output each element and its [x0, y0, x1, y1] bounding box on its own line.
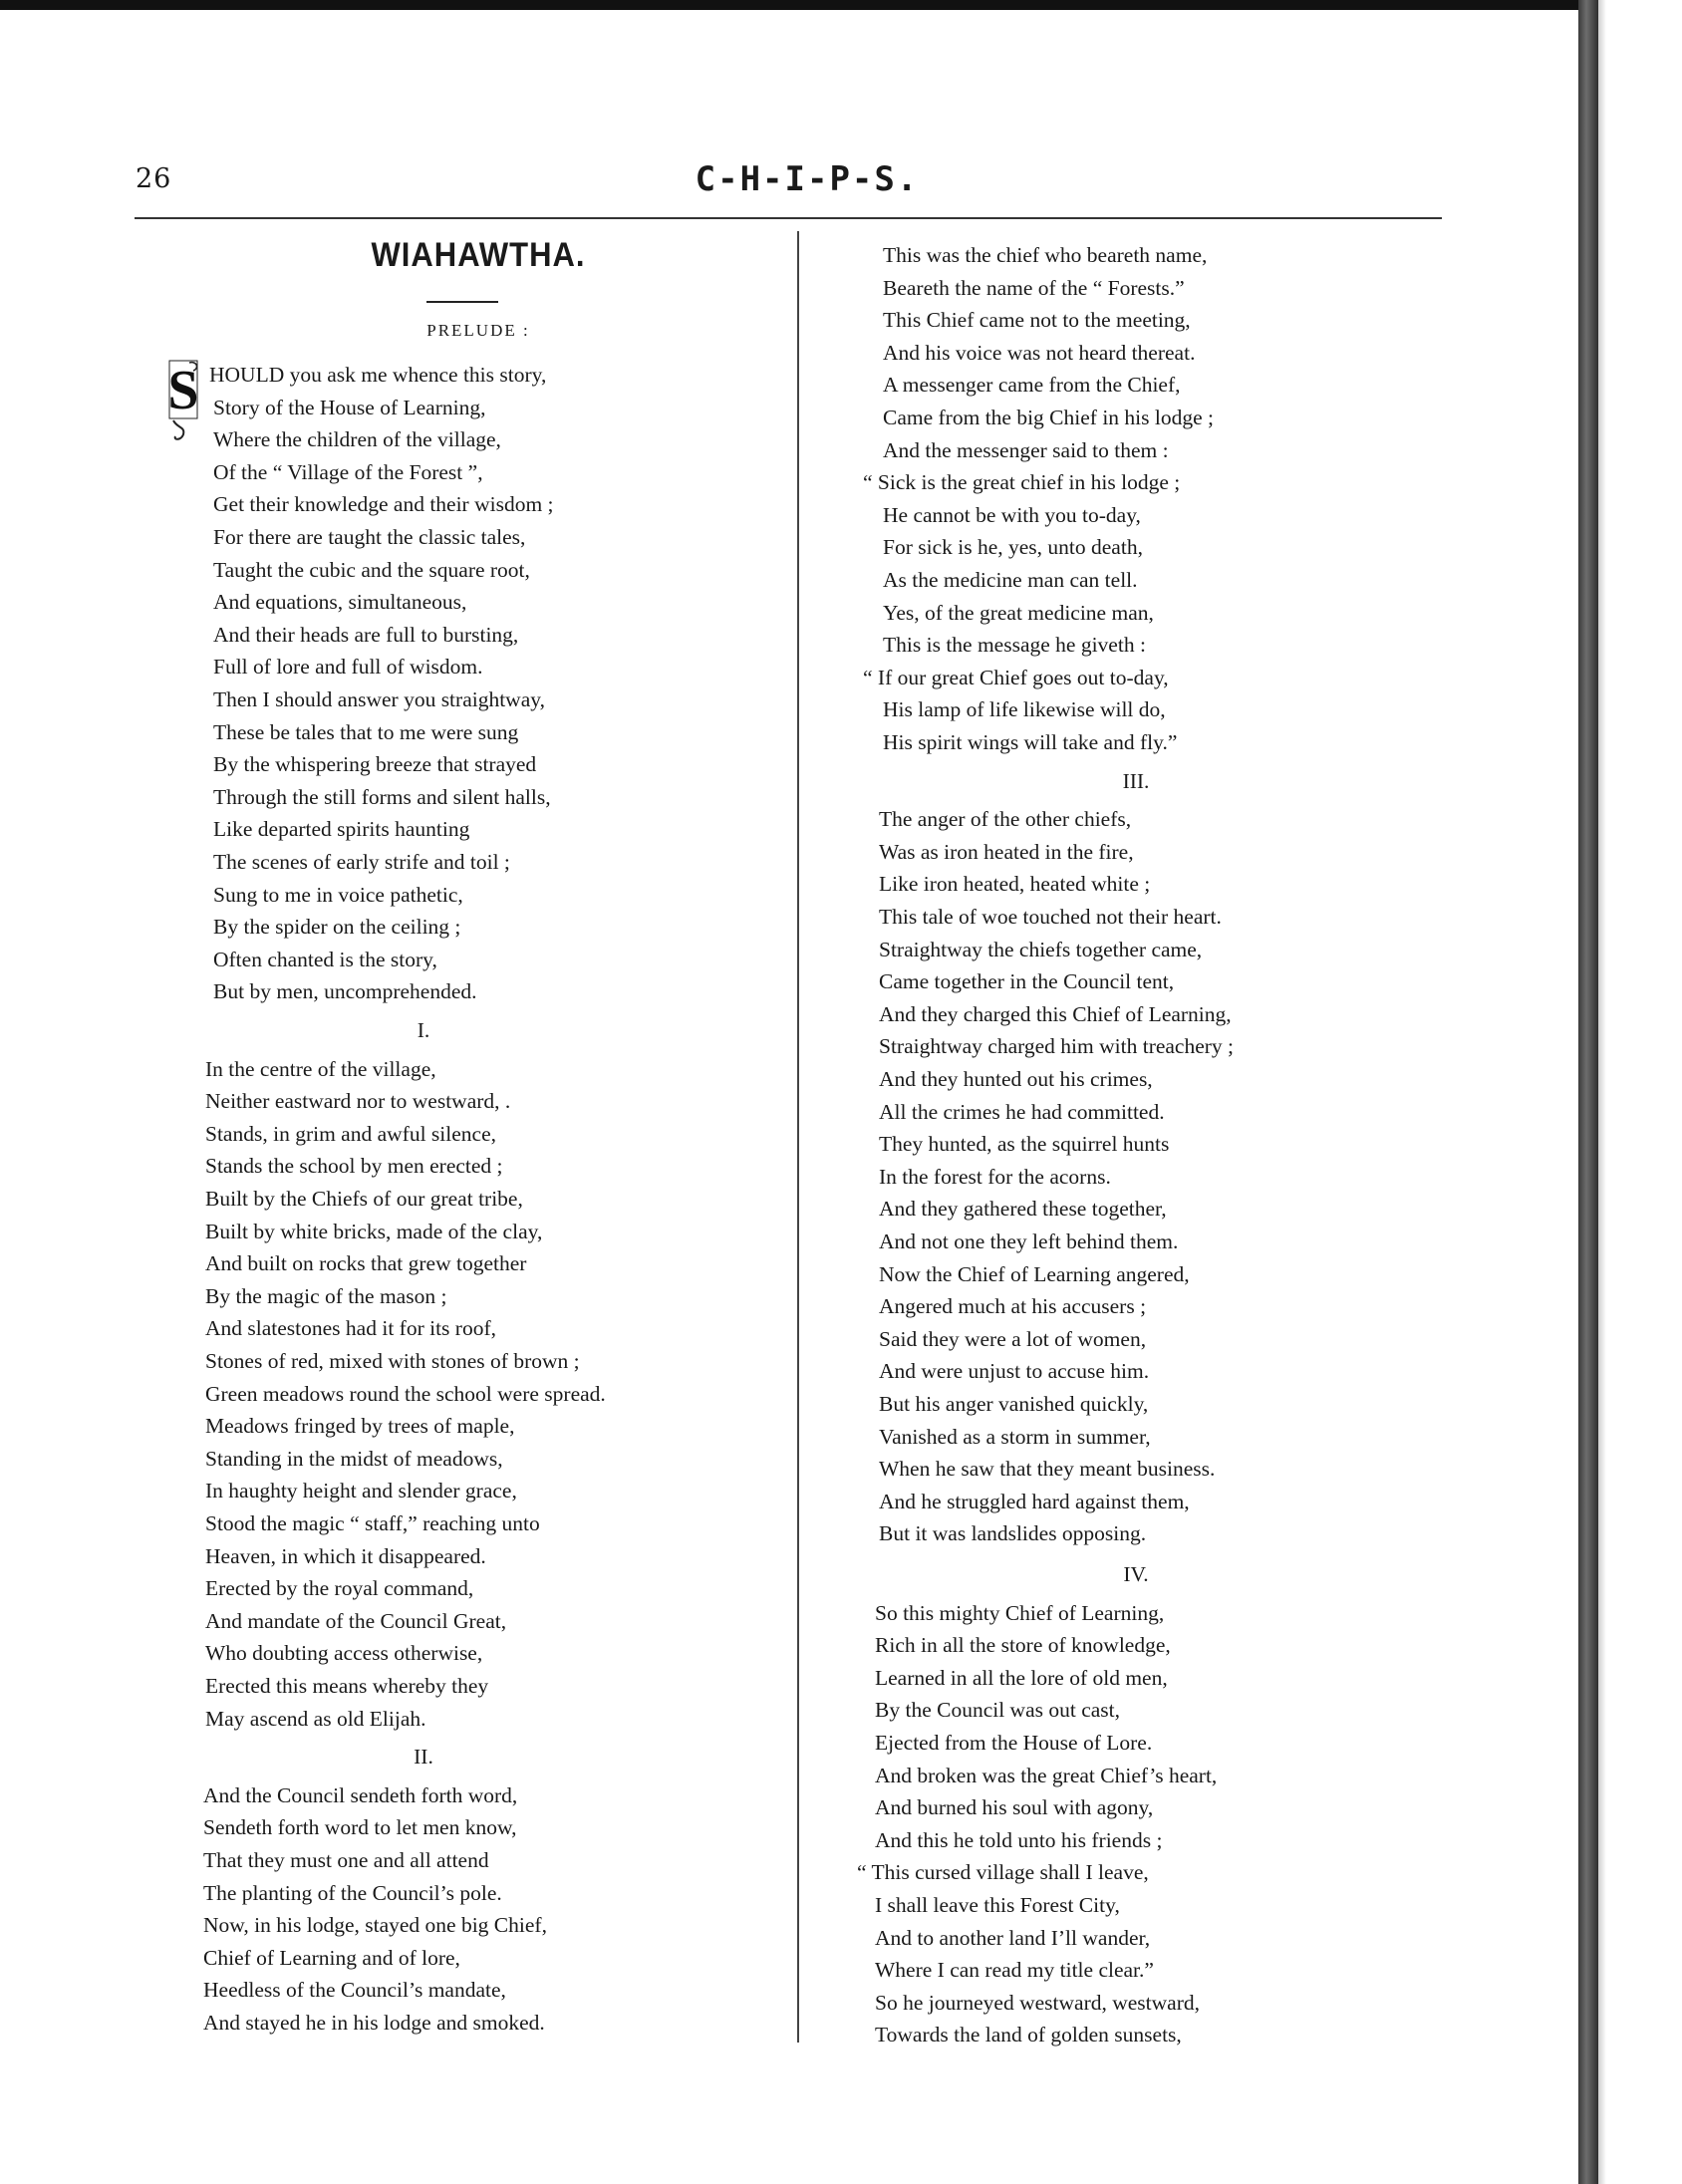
section-heading: I.: [417, 1018, 430, 1042]
poem-line: And the Council sendeth forth word,: [203, 1782, 518, 1807]
poem-line: Get their knowledge and their wisdom ;: [213, 492, 554, 517]
section-heading: II.: [414, 1745, 433, 1770]
poem-line: And not one they left behind them.: [879, 1229, 1179, 1253]
poem-line: Erected this means whereby they: [205, 1674, 489, 1698]
book-spine-edge: [1578, 0, 1598, 2184]
poem-line: Came together in the Council tent,: [879, 969, 1175, 994]
poem-line: Straightway charged him with treachery ;: [879, 1034, 1235, 1059]
poem-line: Was as iron heated in the fire,: [879, 839, 1134, 864]
poem-line: For there are taught the classic tales,: [213, 525, 526, 549]
poem-line: And stayed he in his lodge and smoked.: [203, 2011, 545, 2035]
poem-line: Often chanted is the story,: [213, 947, 437, 971]
section-heading: IV.: [1123, 1562, 1149, 1586]
poem-line: “ Sick is the great chief in his lodge ;: [863, 470, 1181, 495]
poem-line: “ This cursed village shall I leave,: [857, 1860, 1149, 1885]
poem-line: When he saw that they meant business.: [879, 1457, 1216, 1482]
poem-line: Who doubting access otherwise,: [205, 1641, 483, 1666]
poem-line: Straightway the chiefs together came,: [879, 937, 1203, 961]
poem-line: Ejected from the House of Lore.: [875, 1731, 1153, 1755]
poem-line: By the magic of the mason ;: [205, 1283, 447, 1308]
poem-line: In haughty height and slender grace,: [205, 1479, 517, 1503]
poem-line: And his voice was not heard thereat.: [883, 340, 1196, 365]
poem-line: Of the “ Village of the Forest ”,: [213, 459, 483, 484]
poem-line: This was the chief who beareth name,: [883, 243, 1208, 267]
poem-line: Said they were a lot of women,: [879, 1326, 1147, 1351]
poem-line: As the medicine man can tell.: [883, 568, 1138, 592]
poem-line: Rich in all the store of knowledge,: [875, 1633, 1171, 1658]
poem-line: And broken was the great Chief’s heart,: [875, 1763, 1218, 1787]
header-rule: [135, 217, 1442, 219]
poem-line: I shall leave this Forest City,: [875, 1893, 1120, 1917]
poem-line: But his anger vanished quickly,: [879, 1392, 1149, 1416]
poem-line: And slatestones had it for its roof,: [205, 1316, 496, 1341]
poem-line: And burned his soul with agony,: [875, 1795, 1154, 1820]
poem-line: Towards the land of golden sunsets,: [875, 2023, 1182, 2048]
poem-line: HOULD you ask me whence this story,: [209, 363, 547, 387]
poem-line: His spirit wings will take and fly.”: [883, 730, 1178, 754]
page-number: 26: [136, 163, 172, 194]
poem-line: In the forest for the acorns.: [879, 1164, 1111, 1189]
poem-line: Stones of red, mixed with stones of brown ;: [205, 1349, 580, 1373]
poem-line: Stands, in grim and awful silence,: [205, 1121, 496, 1146]
poem-line: And they hunted out his crimes,: [879, 1067, 1153, 1091]
poem-line: Heaven, in which it disappeared.: [205, 1543, 486, 1568]
poem-line: Now the Chief of Learning angered,: [879, 1261, 1190, 1286]
poem-line: And mandate of the Council Great,: [205, 1608, 507, 1633]
poem-line: Built by the Chiefs of our great tribe,: [205, 1187, 523, 1211]
section-heading: III.: [1122, 768, 1150, 793]
poem-line: And equations, simultaneous,: [213, 590, 467, 615]
poem-line: Where I can read my title clear.”: [875, 1958, 1154, 1983]
poem-line: Beareth the name of the “ Forests.”: [883, 275, 1185, 300]
poem-line: Neither eastward nor to westward, .: [205, 1089, 511, 1114]
poem-line: Built by white bricks, made of the clay,: [205, 1219, 543, 1243]
poem-line: The anger of the other chiefs,: [879, 807, 1132, 832]
poem-line: And he struggled hard against them,: [879, 1489, 1190, 1513]
poem-line: Through the still forms and silent halls,: [213, 784, 551, 809]
article-title: WIAHAWTHA.: [371, 234, 586, 275]
poem-line: “ If our great Chief goes out to-day,: [863, 665, 1169, 689]
poem-line: This tale of woe touched not their heart.: [879, 905, 1222, 929]
poem-line: His lamp of life likewise will do,: [883, 697, 1166, 722]
prelude-label: PRELUDE :: [426, 321, 530, 340]
poem-line: Chief of Learning and of lore,: [203, 1945, 460, 1970]
poem-line: That they must one and all attend: [203, 1848, 489, 1872]
poem-line: All the crimes he had committed.: [879, 1099, 1165, 1124]
poem-line: And they charged this Chief of Learning,: [879, 1001, 1232, 1026]
poem-line: He cannot be with you to-day,: [883, 502, 1141, 527]
poem-line: Like departed spirits haunting: [213, 817, 470, 842]
poem-line: May ascend as old Elijah.: [205, 1706, 426, 1731]
poem-line: Learned in all the lore of old men,: [875, 1665, 1168, 1690]
poem-line: By the Council was out cast,: [875, 1698, 1121, 1723]
poem-line: Meadows fringed by trees of maple,: [205, 1414, 515, 1439]
poem-line: So he journeyed westward, westward,: [875, 1990, 1200, 2015]
poem-line: And the messenger said to them :: [883, 437, 1169, 462]
poem-line: The scenes of early strife and toil ;: [213, 850, 510, 874]
poem-line: But it was landslides opposing.: [879, 1521, 1147, 1546]
poem-line: These be tales that to me were sung: [213, 719, 519, 744]
column-divider: [797, 231, 799, 2043]
poem-line: Story of the House of Learning,: [213, 395, 486, 419]
poem-line: But by men, uncomprehended.: [213, 979, 477, 1004]
poem-line: Vanished as a storm in summer,: [879, 1424, 1151, 1449]
poem-line: And their heads are full to bursting,: [213, 622, 519, 647]
drop-cap-letter: S: [167, 360, 199, 421]
poem-line: Came from the big Chief in his lodge ;: [883, 406, 1215, 429]
poem-line: This is the message he giveth :: [883, 633, 1146, 658]
poem-line: Where the children of the village,: [213, 427, 501, 452]
poem-line: For sick is he, yes, unto death,: [883, 535, 1143, 560]
poem-line: And they gathered these together,: [879, 1197, 1167, 1222]
poem-line: Heedless of the Council’s mandate,: [203, 1978, 506, 2003]
poem-line: Erected by the royal command,: [205, 1576, 474, 1601]
poem-line: Like iron heated, heated white ;: [879, 872, 1151, 897]
poem-line: Yes, of the great medicine man,: [883, 600, 1154, 625]
poem-line: And to another land I’ll wander,: [875, 1925, 1151, 1950]
poem-line: This Chief came not to the meeting,: [883, 308, 1191, 333]
running-head: C-H-I-P-S.: [695, 159, 920, 199]
poem-line: A messenger came from the Chief,: [883, 373, 1181, 398]
poem-line: Sendeth forth word to let men know,: [203, 1815, 517, 1840]
scan-top-edge: [0, 0, 1682, 10]
poem-line: Stands the school by men erected ;: [205, 1154, 503, 1179]
spine-shadow: [1598, 0, 1606, 2184]
poem-line: Full of lore and full of wisdom.: [213, 655, 483, 680]
poem-line: In the centre of the village,: [205, 1056, 436, 1081]
poem-line: Sung to me in voice pathetic,: [213, 882, 463, 907]
ornamental-drop-cap: [163, 357, 203, 444]
poem-line: Stood the magic “ staff,” reaching unto: [205, 1511, 540, 1535]
poem-line: Standing in the midst of meadows,: [205, 1446, 503, 1471]
poem-line: Taught the cubic and the square root,: [213, 557, 530, 582]
poem-line: By the whispering breeze that strayed: [213, 752, 537, 777]
title-rule: [426, 301, 498, 303]
poem-line: Angered much at his accusers ;: [879, 1294, 1147, 1319]
poem-line: By the spider on the ceiling ;: [213, 915, 461, 940]
poem-line: The planting of the Council’s pole.: [203, 1880, 502, 1905]
poem-line: And were unjust to accuse him.: [879, 1359, 1150, 1384]
poem-line: And built on rocks that grew together: [205, 1251, 527, 1276]
poem-line: They hunted, as the squirrel hunts: [879, 1132, 1170, 1157]
poem-line: So this mighty Chief of Learning,: [875, 1600, 1165, 1625]
poem-line: Then I should answer you straightway,: [213, 687, 545, 711]
poem-line: And this he told unto his friends ;: [875, 1827, 1163, 1852]
poem-line: Green meadows round the school were spread.: [205, 1381, 606, 1406]
poem-line: Now, in his lodge, stayed one big Chief,: [203, 1913, 547, 1938]
